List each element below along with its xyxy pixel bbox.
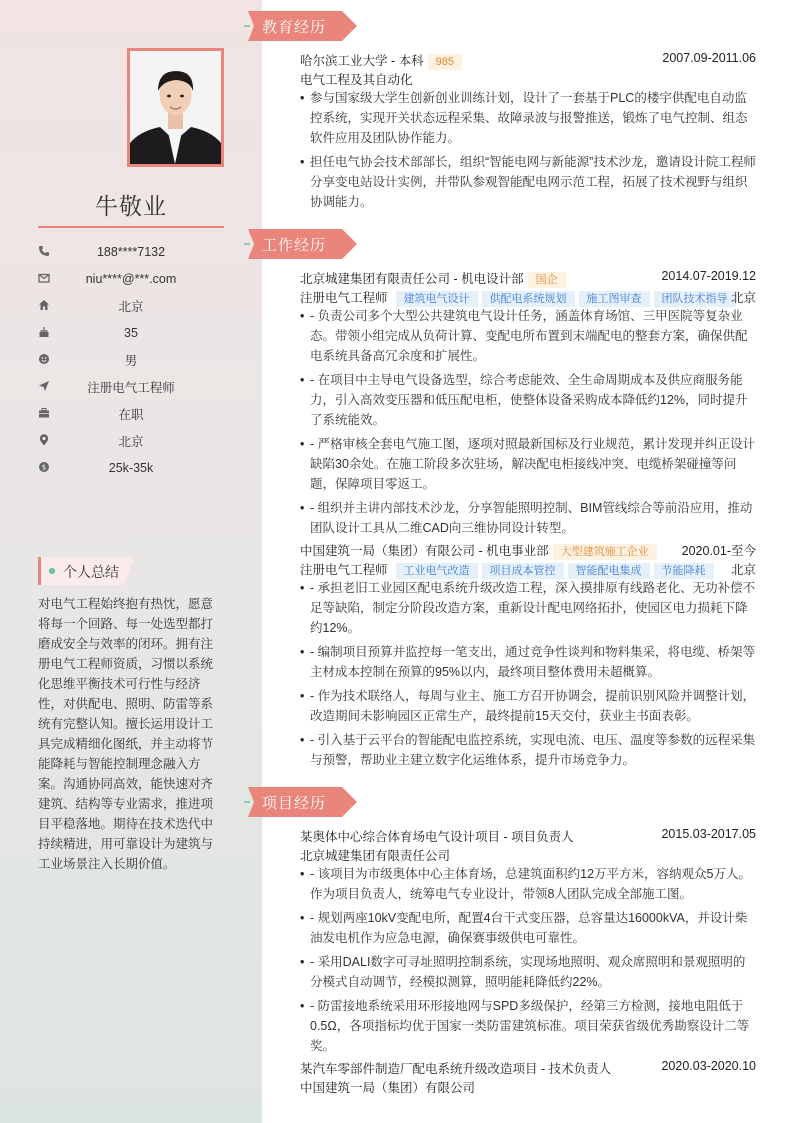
project-2-period: 2020.03-2020.10	[661, 1059, 756, 1073]
job-1-role-row	[300, 288, 756, 306]
job-1-tag: 供配电系统规划	[482, 291, 575, 307]
money-icon	[38, 461, 50, 473]
email-text: niu****@***.com	[85, 271, 177, 286]
job-2-tag: 工业电气改造	[396, 563, 478, 579]
mail-icon	[38, 272, 50, 284]
education-header	[244, 11, 364, 41]
list-item: • - 组织并主讲内部技术沙龙，分享智能照明控制、BIM管线综合等前沿应用，推动团队设计工具从二维CAD向三维协同设计转型。	[300, 498, 756, 538]
education-entry	[300, 51, 756, 69]
project-2-header	[300, 1059, 756, 1077]
list-item: • - 采用DALI数字可寻址照明控制系统，实现场地照明、观众席照明和景观照明的分模式自动调节，经模拟测算，照明能耗降低约22%。	[300, 952, 756, 992]
phone-text: 188****7132	[96, 244, 166, 259]
info-title	[38, 373, 224, 400]
education-period: 2007.09-2011.06	[662, 51, 756, 65]
project-1-org: 北京城建集团有限责任公司	[300, 849, 451, 863]
info-gender	[38, 346, 224, 373]
projects-title: 项目经历	[262, 795, 327, 812]
list-item: • - 承担老旧工业园区配电系统升级改造工程，深入摸排原有线路老化、无功补偿不足等缺陷，制定分阶段改造方案，重新设计配电网络拓扑，使园区电力损耗下降约12%。	[300, 578, 756, 638]
gender-text: 男	[124, 353, 138, 368]
salary-text: 25k-35k	[108, 460, 154, 475]
project-1-period: 2015.03-2017.05	[661, 827, 756, 841]
list-item: • - 该项目为市级奥体中心主体育场，总建筑面积约12万平方米，容纳观众5万人。作为项目负责人，统筹电气专业设计，带领8人团队完成全部施工图。	[300, 864, 756, 904]
job-2-tag: 节能降耗	[654, 563, 714, 579]
list-item: • - 在项目中主导电气设备选型，综合考虑能效、全生命周期成本及供应商服务能力，引入高效变压器和低压配电柜，使整体设备采购成本降低约12%，同时提升了系统能效。	[300, 370, 756, 430]
job-1-badge: 国企	[528, 272, 566, 288]
phone-icon	[38, 245, 50, 257]
job-2-tag: 智能配电集成	[568, 563, 650, 579]
list-item: • - 负责公司多个大型公共建筑电气设计任务，涵盖体育场馆、三甲医院等复杂业态。带领小组完成从负荷计算、变配电所布置到末端配电的整套方案，确保供配电系统具备高冗余度和扩展性。	[300, 306, 756, 366]
job-2-period: 2020.01-至今	[681, 544, 756, 558]
work-title: 工作经历	[262, 237, 327, 254]
job-2-badge: 大型建筑施工企业	[553, 544, 657, 560]
job-1-bullets	[300, 306, 756, 542]
list-item: • - 防雷接地系统采用环形接地网与SPD多级保护，经第三方检测，接地电阻低于0.5Ω，各项指标均优于国家一类防雷建筑标准。项目荣获省级优秀勘察设计二等奖。	[300, 996, 756, 1056]
job-1-tag: 团队技术指导	[654, 291, 736, 307]
list-item: • - 严格审核全套电气施工图，逐项对照最新国标及行业规范，累计发现并纠正设计缺陷30余处。在施工阶段多次驻场，解决配电柜接线冲突、电缆桥架碰撞等问题，保障项目零返工。	[300, 434, 756, 494]
job-2-city: 北京	[730, 563, 756, 577]
school-name: 哈尔滨工业大学 - 本科	[300, 54, 424, 68]
svg-text:$: $	[41, 463, 47, 472]
job-1-company: 北京城建集团有限责任公司 - 机电设计部	[300, 272, 524, 286]
info-phone	[38, 238, 224, 265]
job-1-period: 2014.07-2019.12	[661, 269, 756, 283]
project-1-name: 某奥体中心综合体育场电气设计项目 - 项目负责人	[300, 830, 574, 844]
send-icon	[38, 380, 50, 392]
location-text: 北京	[118, 434, 144, 449]
name-divider	[38, 226, 224, 228]
dot-icon	[49, 568, 55, 574]
home-icon	[38, 299, 50, 311]
briefcase-icon	[38, 407, 50, 419]
education-major: 电气工程及其自动化	[300, 73, 413, 87]
list-item: • 担任电气协会技术部部长，组织“智能电网与新能源”技术沙龙，邀请设计院工程师分享变电站设计实例，并带队参观智能配电网示范工程，拓展了技术视野与组织协调能力。	[300, 152, 756, 212]
summary-text: 对电气工程始终抱有热忱，愿意将每一个回路、每一处选型都打磨成安全与效率的闭环。拥有注册电气工程师资质，习惯以系统化思维平衡技术可行性与经济性，对供配电、照明、防雷等系统有完整认知。擅长运用设计工具完成精细化图纸，并主动将节能降耗与智能控制理念融入方案。沟通协同高效，能快速对齐建筑、结构等专业需求，推进项目平稳落地。期待在技术迭代中持续精进，用可靠设计为建筑与工业场景注入长期价值。	[38, 597, 214, 871]
info-location	[38, 427, 224, 454]
avatar	[127, 48, 224, 167]
education-major-row	[300, 70, 756, 88]
gender-icon	[38, 353, 50, 365]
portrait-icon	[130, 51, 221, 164]
home-text: 北京	[118, 299, 144, 314]
job-2-role: 注册电气工程师	[300, 563, 388, 577]
info-salary	[38, 454, 224, 481]
project-2-name: 某汽车零部件制造厂配电系统升级改造项目 - 技术负责人	[300, 1062, 612, 1076]
info-email	[38, 265, 224, 292]
job-1-tag: 建筑电气设计	[396, 291, 478, 307]
job-1-tag: 施工图审查	[579, 291, 650, 307]
education-title: 教育经历	[262, 19, 327, 36]
list-item: • - 作为技术联络人，每周与业主、施工方召开协调会，提前识别风险并调整计划，改造期间未影响园区正常生产，最终提前15天交付，获业主书面表彰。	[300, 686, 756, 726]
info-status	[38, 400, 224, 427]
candidate-name: 牛敬业	[95, 193, 167, 219]
project-1-bullets	[300, 864, 756, 1060]
summary-title: 个人总结	[63, 564, 119, 580]
job-1-header	[300, 269, 756, 287]
list-item: • 参与国家级大学生创新创业训练计划，设计了一套基于PLC的楼宇供配电自动监控系统，实现开关状态远程采集、故障录波与报警推送，锻炼了电气控制、组态软件应用及团队协作能力。	[300, 88, 756, 148]
cake-icon	[38, 326, 50, 338]
age-text: 35	[124, 325, 138, 340]
list-item: • - 规划两座10kV变配电所，配置4台干式变压器，总容量达16000kVA，并设计柴油发电机作为应急电源，确保赛事级供电可靠性。	[300, 908, 756, 948]
title-text: 注册电气工程师	[87, 380, 175, 395]
project-2-org-row	[300, 1078, 756, 1096]
location-icon	[38, 434, 50, 446]
list-item: • - 编制项目预算并监控每一笔支出，通过竞争性谈判和物料集采，将电缆、桥架等主材成本控制在预算的95%以内，最终项目整体费用未超概算。	[300, 642, 756, 682]
project-1-org-row	[300, 846, 756, 864]
job-2-tag: 项目成本管控	[482, 563, 564, 579]
status-text: 在职	[118, 407, 144, 422]
work-header	[244, 229, 364, 259]
job-1-city: 北京	[730, 291, 756, 305]
project-1-header	[300, 827, 756, 845]
info-age	[38, 319, 224, 346]
job-2-role-row	[300, 560, 756, 578]
job-2-bullets	[300, 578, 756, 774]
summary-header	[38, 557, 134, 585]
education-bullets	[300, 88, 756, 216]
job-1-role: 注册电气工程师	[300, 291, 388, 305]
list-item: • - 引入基于云平台的智能配电监控系统，实现电流、电压、温度等参数的远程采集与预警，帮助业主建立数字化运维体系，提升市场竞争力。	[300, 730, 756, 770]
sidebar	[0, 0, 262, 1123]
info-home	[38, 292, 224, 319]
school-badge: 985	[428, 54, 462, 70]
project-2-org: 中国建筑一局（集团）有限公司	[300, 1081, 476, 1095]
contact-info	[38, 238, 224, 481]
job-2-header	[300, 541, 756, 559]
projects-header	[244, 787, 364, 817]
job-2-company: 中国建筑一局（集团）有限公司 - 机电事业部	[300, 544, 549, 558]
